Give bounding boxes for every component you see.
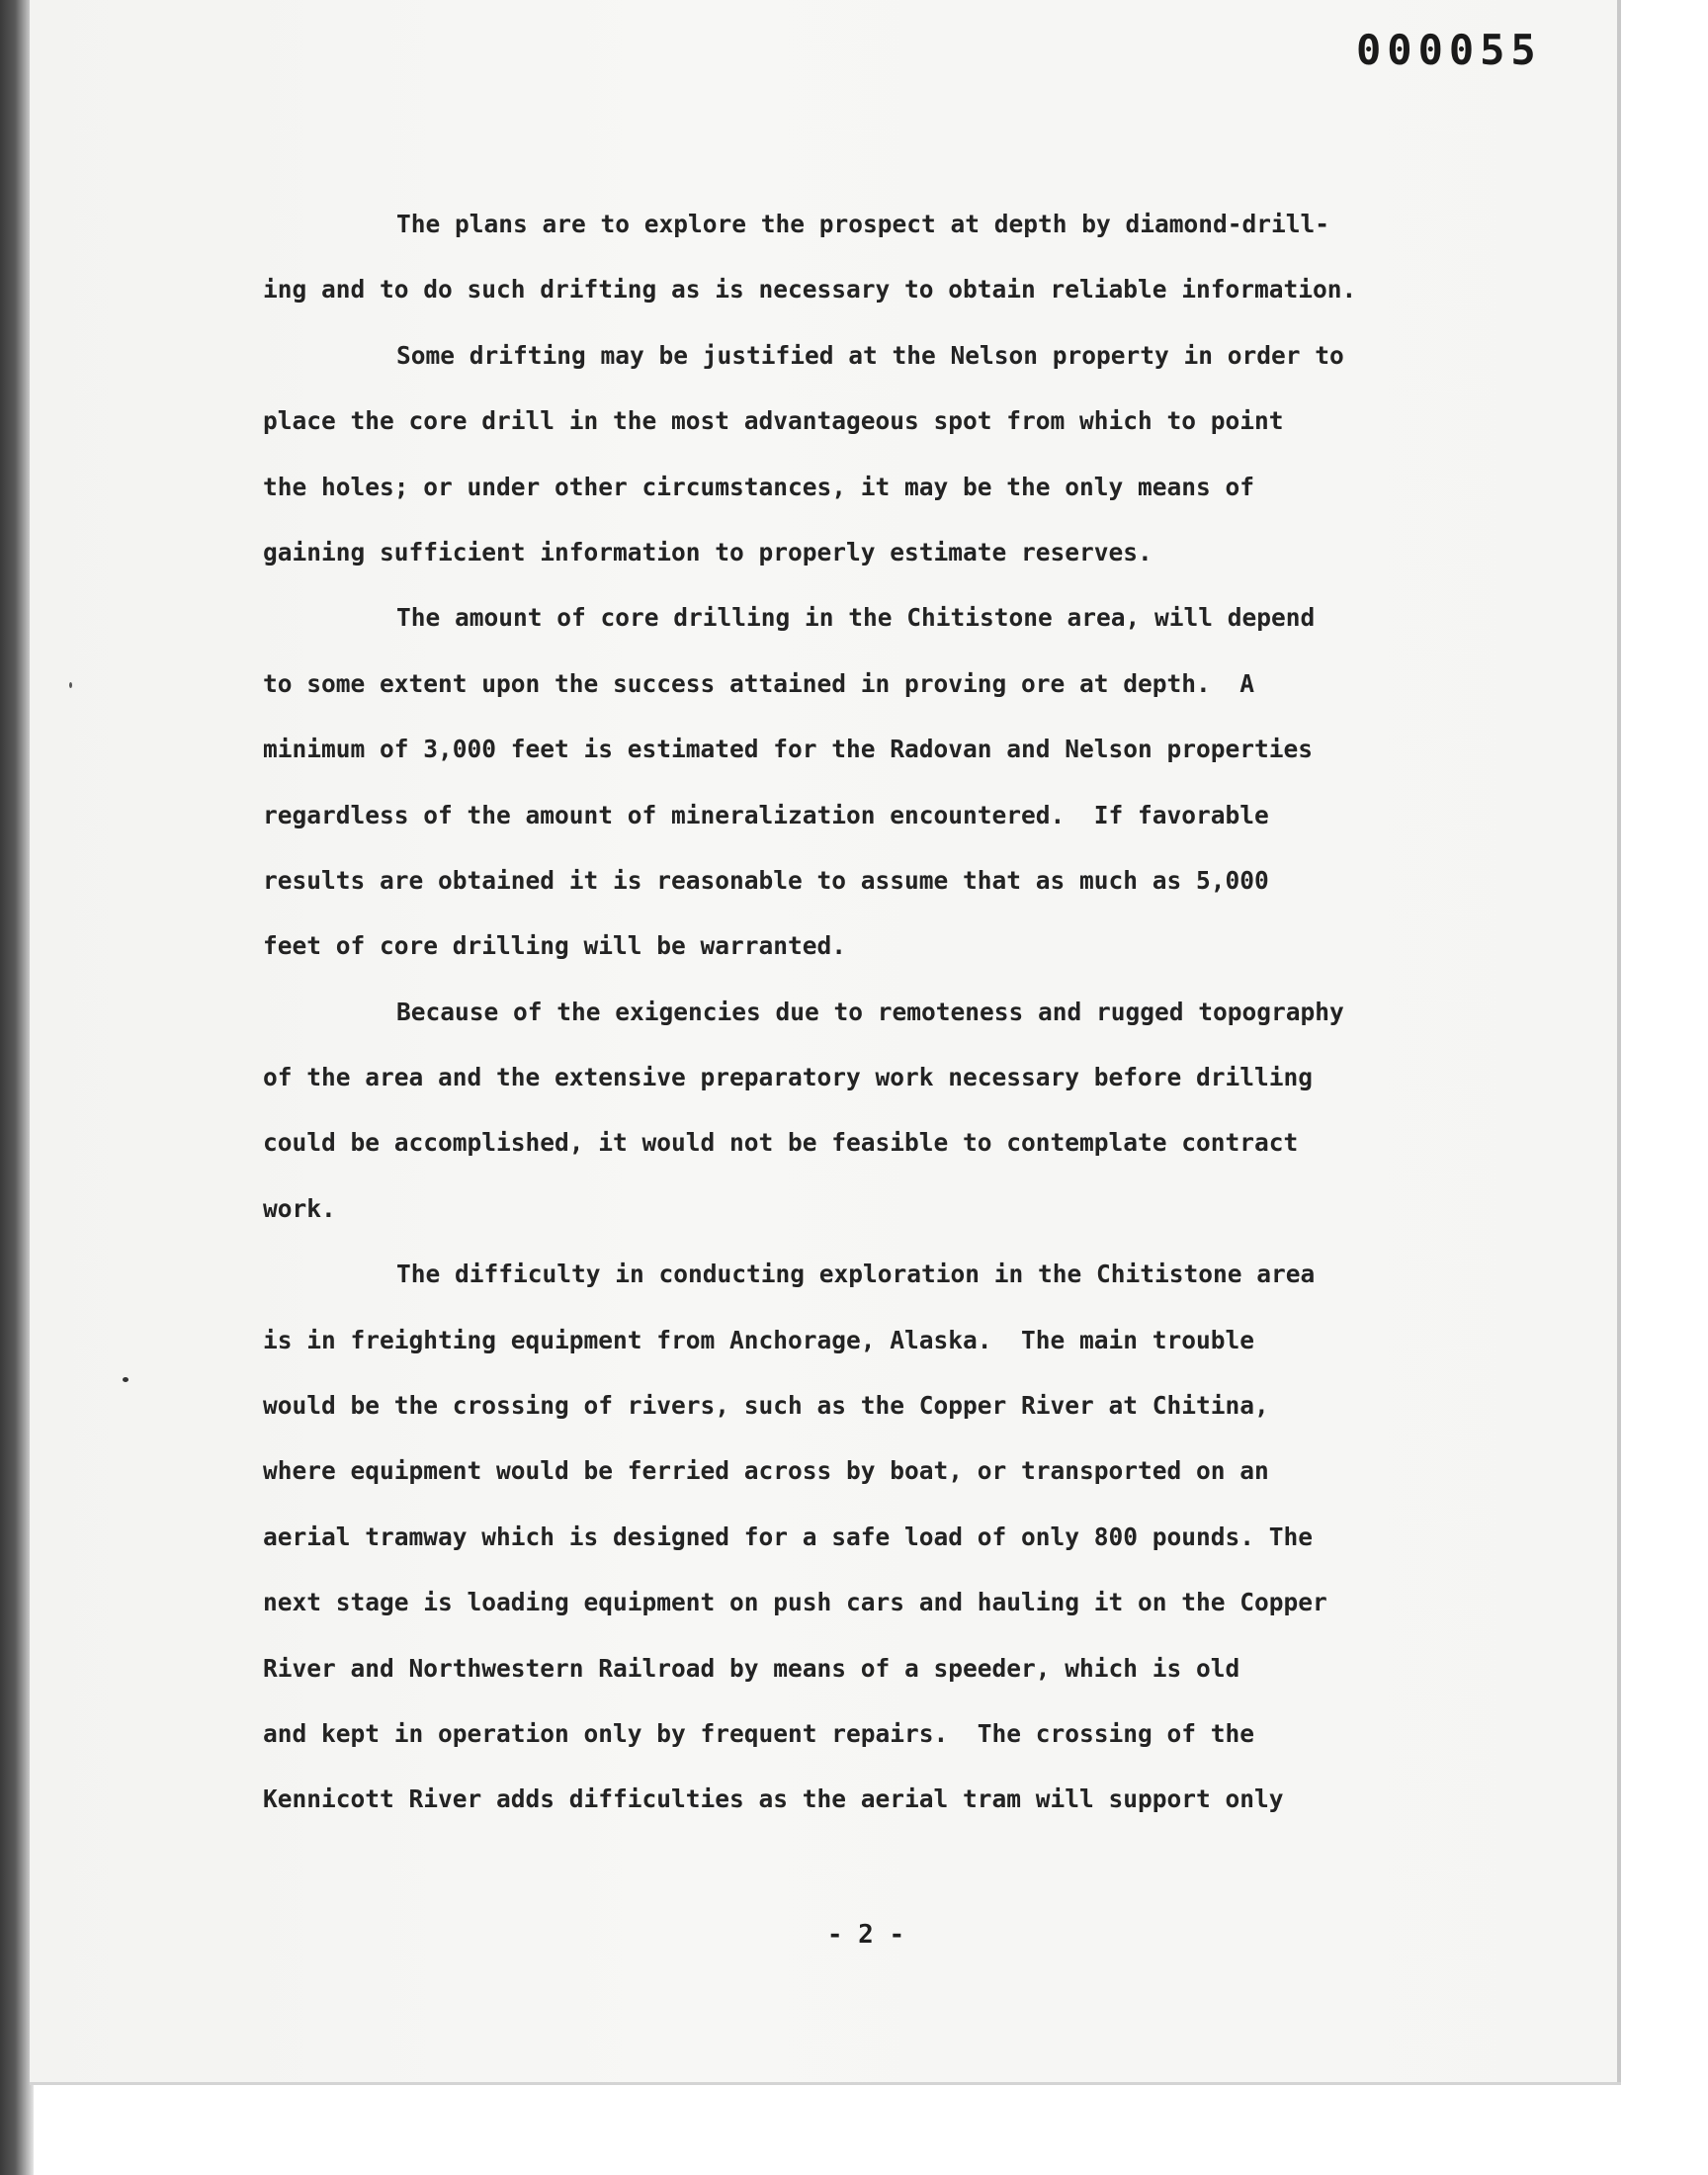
text-line: would be the crossing of rivers, such as the Copper River at Chitina, <box>263 1391 1269 1421</box>
paper-edge-right <box>1617 0 1621 2084</box>
text-line: River and Northwestern Railroad by means of a speeder, which is old <box>263 1653 1240 1683</box>
text-line: place the core drill in the most advantageous spot from which to point <box>263 406 1284 436</box>
scan-speck <box>123 1377 128 1382</box>
text-line: the holes; or under other circumstances, it may be the only means of <box>263 472 1255 501</box>
text-line: The difficulty in conducting exploration in the Chitistone area <box>396 1260 1316 1289</box>
text-line: work. <box>263 1193 336 1223</box>
body-text <box>263 192 1489 1833</box>
text-line: The amount of core drilling in the Chitistone area, will depend <box>396 603 1316 633</box>
text-line: aerial tramway which is designed for a safe load of only 800 pounds. The <box>263 1522 1314 1551</box>
text-line: where equipment would be ferried across by boat, or transported on an <box>263 1456 1269 1486</box>
text-line: minimum of 3,000 feet is estimated for the Radovan and Nelson properties <box>263 735 1314 764</box>
text-line: is in freighting equipment from Anchorage, Alaska. The main trouble <box>263 1325 1255 1354</box>
text-line: gaining sufficient information to properly estimate reserves. <box>263 537 1153 566</box>
text-line: results are obtained it is reasonable to assume that as much as 5,000 <box>263 865 1269 895</box>
text-line: of the area and the extensive preparatory work necessary before drilling <box>263 1063 1314 1092</box>
scan-speck <box>69 682 72 688</box>
text-line: regardless of the amount of mineralization encountered. If favorable <box>263 800 1269 829</box>
text-line: to some extent upon the success attained in proving ore at depth. A <box>263 668 1255 698</box>
text-line: could be accomplished, it would not be feasible to contemplate contract <box>263 1128 1299 1158</box>
text-line: feet of core drilling will be warranted. <box>263 931 847 961</box>
text-line: The plans are to explore the prospect at depth by diamond-drill- <box>396 210 1330 238</box>
text-line: ing and to do such drifting as is necessary to obtain reliable information. <box>263 275 1357 304</box>
text-line: Kennicott River adds difficulties as the aerial tram will support only <box>263 1784 1284 1814</box>
text-line: Because of the exigencies due to remoteness and rugged topography <box>396 997 1344 1026</box>
text-line: next stage is loading equipment on push cars and hauling it on the Copper <box>263 1588 1327 1617</box>
paper-edge-bottom <box>30 2082 1621 2085</box>
scan-edge-shadow <box>0 0 34 2175</box>
text-line: and kept in operation only by frequent repairs. The crossing of the <box>263 1718 1255 1748</box>
page-number: - 2 - <box>826 1920 905 1950</box>
document-number: 000055 <box>1356 26 1542 74</box>
text-line: Some drifting may be justified at the Nelson property in order to <box>396 340 1344 370</box>
